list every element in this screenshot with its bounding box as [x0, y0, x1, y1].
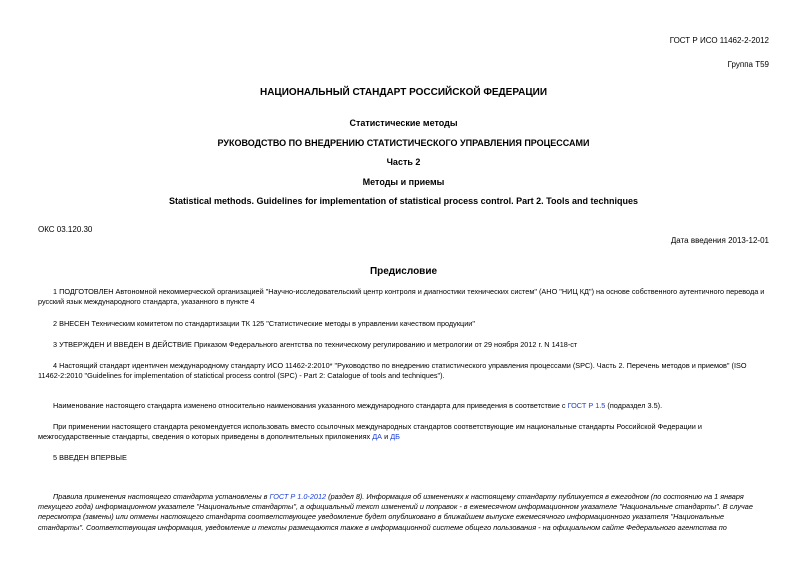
appendix-db-link[interactable]: ДБ	[390, 432, 400, 442]
foreword-paragraph-2	[38, 319, 769, 329]
english-title: Statistical methods. Guidelines for implementation of statistical process control. Part 2. Tools and techniques	[169, 196, 638, 206]
foreword-paragraph-1	[38, 287, 769, 307]
paragraph-text: (раздел 8). Информация об изменениях к настоящему стандарту публикуется в ежегодном (по состоянию на 1 января текущего года) информационном указателе "Национальные стандарты", а официальный текст изменений и поправок - в ежемесячном информационном указателе "Национальные стандарты". В случае пересмотра (замены) или отмены настоящего стандарта соответствующее уведомление будет опубликовано в ближайшем выпуске ежемесячного информационного указателя "Национальные стандарты". Соответствующая информация, уведомление и тексты размещаются также в информационной системе общего пользования - на официальном сайте Федерального агентства по	[38, 492, 753, 532]
paragraph-text: При применении настоящего стандарта рекомендуется использовать вместо ссылочных международных стандартов соответствующие им национальные стандарты Российской Федерации и межгосударственные стандарты, сведения о которых приведены в дополнительных приложениях	[38, 422, 702, 442]
intro-date: Дата введения 2013-12-01	[670, 236, 769, 245]
main-title: РУКОВОДСТВО ПО ВНЕДРЕНИЮ СТАТИСТИЧЕСКОГО УПРАВЛЕНИЯ ПРОЦЕССАМИ	[217, 138, 590, 148]
foreword-heading: Предисловие	[369, 266, 438, 277]
foreword-paragraph-7	[38, 453, 769, 463]
oks-code: ОКС 03.120.30	[38, 225, 93, 234]
paragraph-text: 3 УТВЕРЖДЕН И ВВЕДЕН В ДЕЙСТВИЕ Приказом Федерального агентства по техническому регулированию и метрологии от 29 ноября 2012 г. N 1418-ст	[53, 340, 578, 349]
foreword-paragraph-5	[38, 401, 769, 411]
paragraph-text: и	[382, 432, 391, 442]
foreword-paragraph-4	[38, 361, 769, 381]
paragraph-text: Правила применения настоящего стандарта установлены в	[53, 492, 270, 501]
foreword-paragraph-3	[38, 340, 769, 350]
part-title: Методы и приемы	[362, 177, 445, 187]
gost-r-1-5-link[interactable]: ГОСТ Р 1.5	[567, 401, 606, 410]
paragraph-text: 2 ВНЕСЕН Техническим комитетом по стандартизации ТК 125 "Статистические методы в управлении качеством продукции"	[53, 319, 475, 328]
group-label: Группа Т59	[727, 60, 769, 69]
paragraph-text: 4 Настоящий стандарт идентичен международному стандарту ИСО 11462-2:2010* "Руководство по внедрению статистического управления процессами (SPC). Часть 2. Перечень методов и приемов" (ISO 11462-2:2010 "Guidelines for implementation of statictical process control (SPC) - Part 2: Catalogue of tools and techniques").	[38, 361, 747, 381]
paragraph-text: 5 ВВЕДЕН ВПЕРВЫЕ	[53, 453, 127, 462]
paragraph-text: Наименование настоящего стандарта изменено относительно наименования указанного международного стандарта для приведения в соответствие с	[53, 401, 568, 410]
gost-number: ГОСТ Р ИСО 11462-2-2012	[669, 36, 769, 45]
foreword-paragraph-6	[38, 422, 769, 442]
national-standard-heading: НАЦИОНАЛЬНЫЙ СТАНДАРТ РОССИЙСКОЙ ФЕДЕРАЦИИ	[259, 87, 548, 98]
paragraph-text: 1 ПОДГОТОВЛЕН Автономной некоммерческой организацией "Научно-исследовательский центр контроля и диагностики технических систем" (АНО "НИЦ КД") на основе собственного аутентичного перевода и русский язык международного стандарта, указанного в пункте 4	[38, 287, 765, 307]
foreword-paragraph-rules	[38, 492, 769, 533]
paragraph-text: (подраздел 3.5).	[605, 401, 663, 410]
gost-r-1-0-2012-link[interactable]: ГОСТ Р 1.0-2012	[269, 492, 327, 501]
appendix-da-link[interactable]: ДА	[372, 432, 383, 442]
topic-heading: Статистические методы	[349, 118, 458, 128]
part-number: Часть 2	[386, 157, 421, 167]
